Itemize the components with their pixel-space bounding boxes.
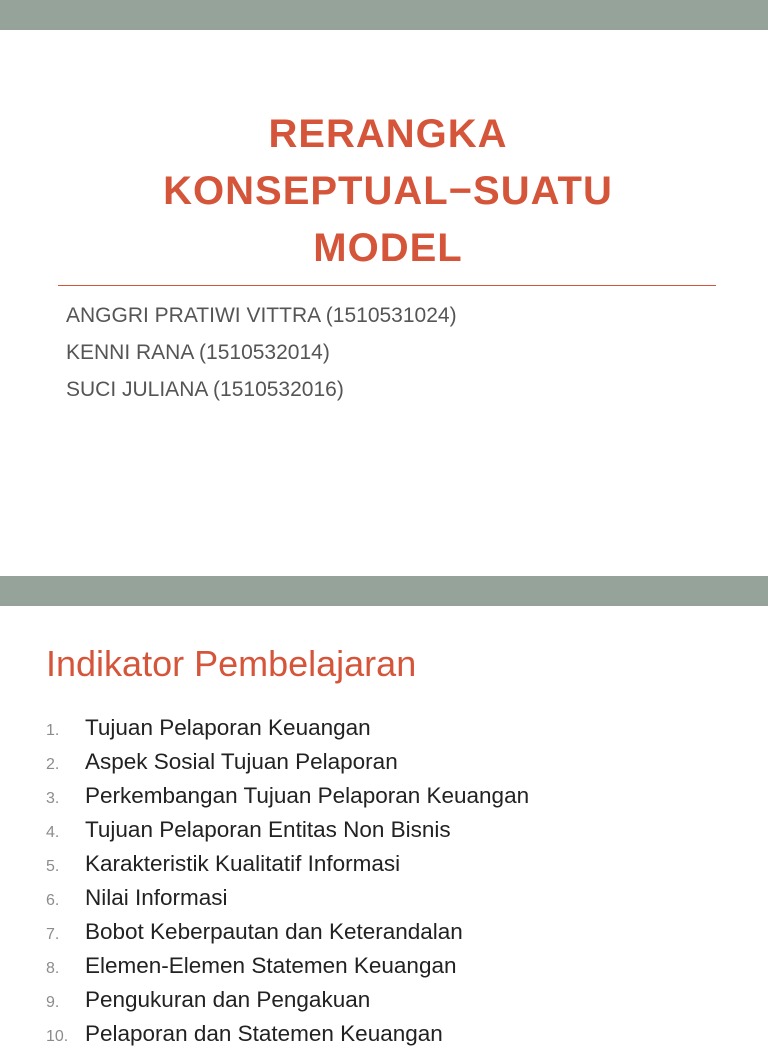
- list-item-number: 10.: [46, 1028, 69, 1045]
- author-item: ANGGRI PRATIWI VITTRA (1510531024): [66, 304, 457, 327]
- list-item-text: Aspek Sosial Tujuan Pelaporan: [85, 749, 398, 774]
- list-item-number: 4.: [46, 824, 60, 841]
- list-item-number: 3.: [46, 790, 60, 807]
- list-item: [46, 915, 529, 949]
- list-item: [46, 813, 529, 847]
- list-item-number: 6.: [46, 892, 60, 909]
- list-item-number: 2.: [46, 756, 60, 773]
- list-item-text: Karakteristik Kualitatif Informasi: [85, 851, 401, 876]
- list-item-text: Tujuan Pelaporan Keuangan: [85, 715, 371, 740]
- author-item: SUCI JULIANA (1510532016): [66, 378, 344, 401]
- indicator-list: [46, 711, 529, 1051]
- slide-top-band: [0, 576, 768, 606]
- slide-top-band: [0, 0, 768, 30]
- list-item-number: 9.: [46, 994, 60, 1011]
- list-item-text: Bobot Keberpautan dan Keterandalan: [85, 919, 463, 944]
- slide-title: [60, 106, 716, 277]
- list-item-number: 8.: [46, 960, 60, 977]
- list-item-text: Elemen-Elemen Statemen Keuangan: [85, 953, 457, 978]
- title-line-1: RERANGKA: [268, 112, 508, 156]
- title-line-3: MODEL: [313, 226, 463, 270]
- list-item: [46, 949, 529, 983]
- list-item-text: Perkembangan Tujuan Pelaporan Keuangan: [85, 783, 530, 808]
- title-divider: [58, 285, 716, 286]
- list-item-text: Pelaporan dan Statemen Keuangan: [85, 1021, 443, 1046]
- list-item: [46, 711, 529, 745]
- list-item-number: 7.: [46, 926, 60, 943]
- list-item: [46, 745, 529, 779]
- list-item: [46, 1017, 529, 1051]
- content-slide: [0, 576, 768, 1046]
- title-line-2: KONSEPTUAL−SUATU: [163, 169, 613, 213]
- author-item: KENNI RANA (1510532014): [66, 341, 330, 364]
- list-item-number: 1.: [46, 722, 60, 739]
- list-item: [46, 881, 529, 915]
- list-item-text: Pengukuran dan Pengakuan: [85, 987, 371, 1012]
- slide-heading: Indikator Pembelajaran: [46, 643, 417, 684]
- list-item-text: Tujuan Pelaporan Entitas Non Bisnis: [85, 817, 451, 842]
- list-item-number: 5.: [46, 858, 60, 875]
- list-item: [46, 779, 529, 813]
- list-item: [46, 847, 529, 881]
- list-item: [46, 983, 529, 1017]
- author-list: [66, 297, 457, 408]
- list-item-text: Nilai Informasi: [85, 885, 228, 910]
